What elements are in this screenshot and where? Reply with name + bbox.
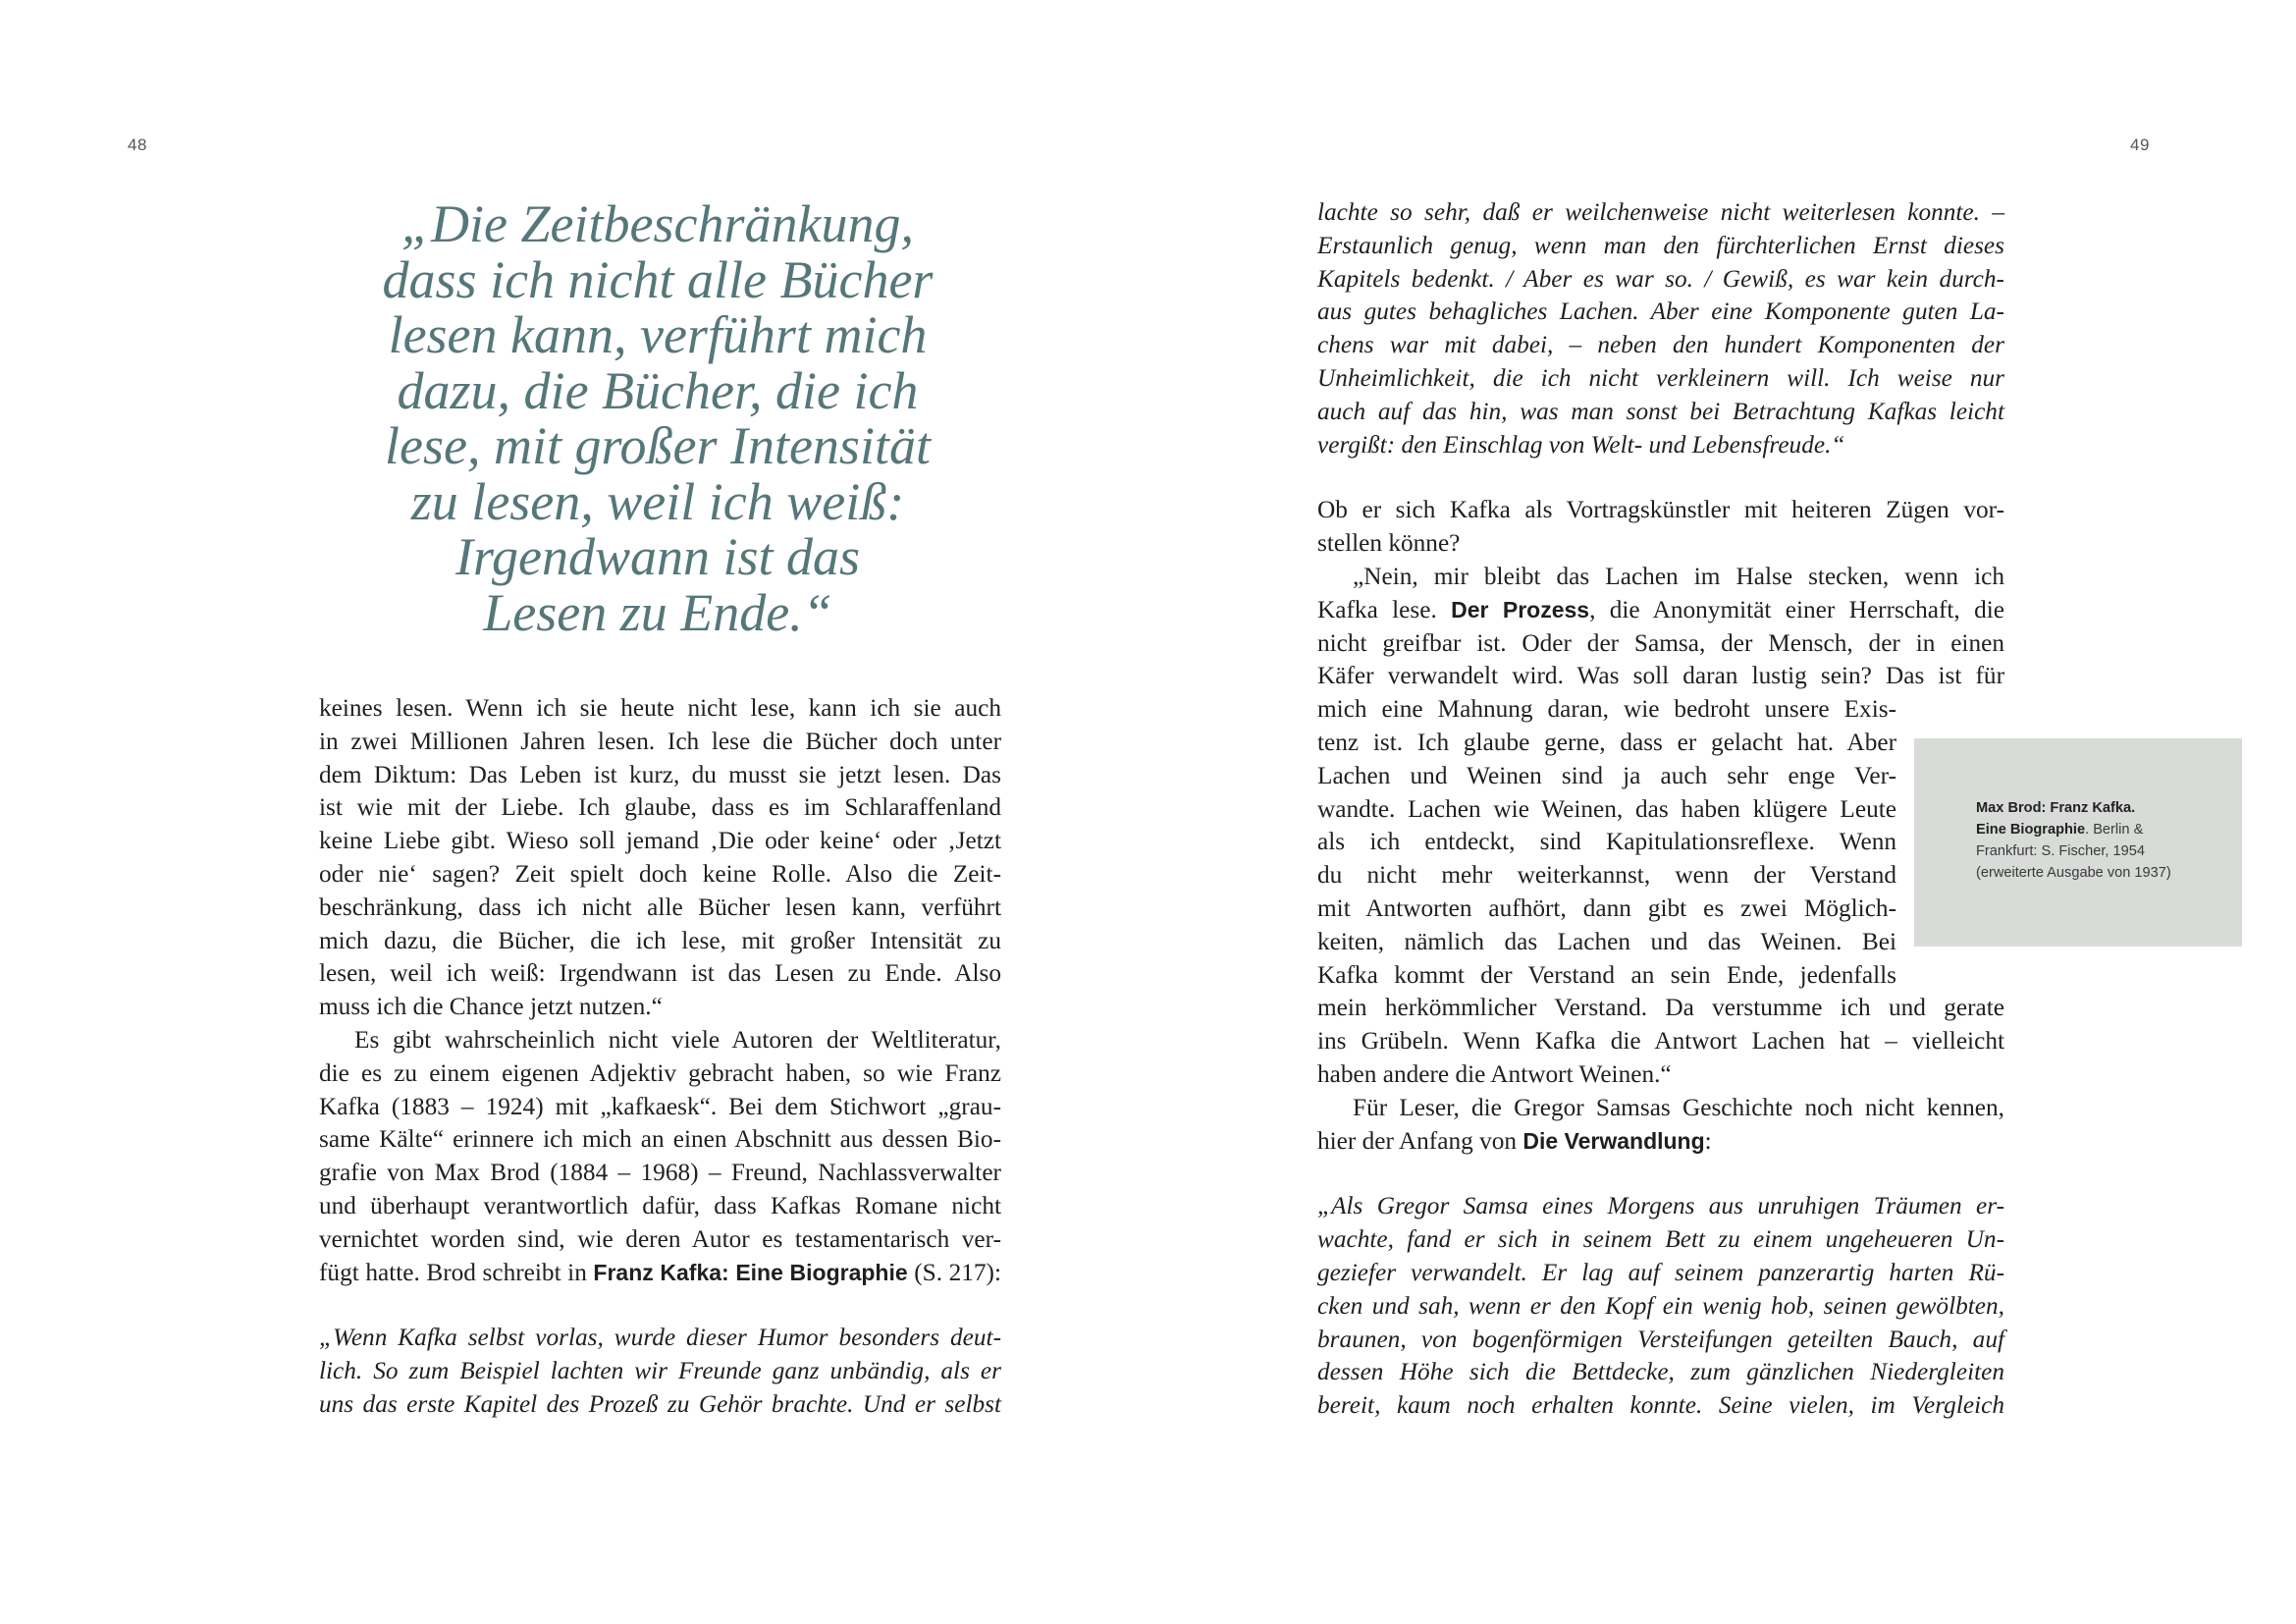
quote-line: uns das erste Kapitel des Prozeß zu Gehör brachte. Und er selbst xyxy=(319,1389,1001,1418)
body-line: oder nie‘ sagen? Zeit spielt doch keine Rolle. Also die Zeit- xyxy=(319,859,1001,888)
quote-line: „Wenn Kafka selbst vorlas, wurde dieser Humor besonders deut- xyxy=(319,1324,1001,1352)
body-line: Käfer verwandelt wird. Was soll daran lustig sein? Das ist für xyxy=(1317,662,2004,690)
body-line: Lachen und Weinen sind ja auch sehr enge Ver- xyxy=(1317,761,1896,789)
book-title: Franz Kafka: Eine Biographie xyxy=(593,1259,908,1285)
quote-line: Unheimlichkeit, die ich nicht verkleinern will. Ich weise nur xyxy=(1317,363,2004,392)
body-line: beschränkung, dass ich nicht alle Bücher lesen kann, verführt xyxy=(319,893,1001,921)
body-line: die es zu einem eigenen Adjektiv gebracht haben, so wie Franz xyxy=(319,1058,1001,1087)
pull-quote-line: Irgendwann ist das xyxy=(454,527,860,586)
quote-line: wachte, fand er sich in seinem Bett zu einem ungeheueren Un- xyxy=(1317,1225,2004,1254)
quote-line: „Als Gregor Samsa eines Morgens aus unruhigen Träumen er- xyxy=(1317,1192,2004,1220)
quote-line: aus gutes behagliches Lachen. Aber eine Komponente guten La- xyxy=(1317,298,2004,326)
body-text: (S. 217): xyxy=(907,1258,1001,1286)
pull-quote-line: lese, mit großer Intensität xyxy=(385,416,931,475)
body-line: du nicht mehr weiterkannst, wenn der Verstand xyxy=(1317,861,1896,890)
body-line: ist wie mit der Liebe. Ich glaube, dass es im Schlaraffenland xyxy=(319,793,1001,822)
body-line: dem Diktum: Das Leben ist kurz, du musst sie jetzt lesen. Das xyxy=(319,760,1001,788)
pull-quote-line: zu lesen, weil ich weiß: xyxy=(410,471,905,531)
body-line: muss ich die Chance jetzt nutzen.“ xyxy=(319,993,663,1021)
body-line: same Kälte“ erinnere ich mich an einen Abschnitt aus dessen Bio- xyxy=(319,1125,1001,1154)
page-number-right: 49 xyxy=(2130,135,2150,154)
body-line: keine Liebe gibt. Wieso soll jemand ‚Die oder keine‘ oder ‚Jetzt xyxy=(319,827,1001,855)
body-line: keines lesen. Wenn ich sie heute nicht lese, kann ich sie auch xyxy=(319,694,1001,722)
right-text-column xyxy=(1317,196,2004,1423)
body-line: als ich entdeckt, sind Kapitulationsreflexe. Wenn xyxy=(1317,828,1896,856)
body-line xyxy=(1317,594,2004,627)
pull-quote-line: dass ich nicht alle Bücher xyxy=(382,249,934,309)
body-line: Kafka kommt der Verstand an sein Ende, jedenfalls xyxy=(1317,960,1896,989)
sidebox-title: Eine Biographie xyxy=(1976,822,2086,838)
body-text: hier der Anfang von xyxy=(1317,1126,1523,1155)
quote-line: auch auf das hin, was man sonst bei Betrachtung Kafkas leicht xyxy=(1317,397,2004,425)
body-line: mit Antworten aufhört, dann gibt es zwei Möglich- xyxy=(1317,893,1896,922)
body-line xyxy=(319,1257,1001,1290)
body-line: wandte. Lachen wie Weinen, das haben klügere Leute xyxy=(1317,794,1896,823)
body-text: Kafka lese. xyxy=(1317,595,1452,623)
sidebox-title: Max Brod: Franz Kafka. xyxy=(1976,800,2136,816)
body-line: mich dazu, die Bücher, die ich lese, mit großer Intensität zu xyxy=(319,926,1001,954)
quote-line: braunen, von bogenförmigen Versteifungen geteilten Bauch, auf xyxy=(1317,1325,2004,1353)
body-line: tenz ist. Ich glaube gerne, dass er gelacht hat. Aber xyxy=(1317,728,1896,756)
pull-quote-line: dazu, die Bücher, die ich xyxy=(397,360,919,420)
quote-line: chens war mit dabei, – neben den hundert Komponenten der xyxy=(1317,331,2004,359)
left-text-column xyxy=(319,692,1001,1422)
body-line: stellen könne? xyxy=(1317,529,1461,558)
body-text: , die Anonymität einer Herrschaft, die xyxy=(1589,595,2004,623)
pull-quote-line: lesen kann, verführt mich xyxy=(388,305,928,364)
sidebox-line: Frankfurt: S. Fischer, 1954 xyxy=(1976,843,2145,859)
sidebox-line xyxy=(1976,819,2222,840)
body-line: nicht greifbar ist. Oder der Samsa, der Mensch, der in einen xyxy=(1317,628,2004,657)
quote-line: dessen Höhe sich die Bettdecke, zum gänzlichen Niedergleiten xyxy=(1317,1358,2004,1386)
reference-sidebox xyxy=(1914,738,2242,947)
quote-line: bereit, kaum noch erhalten konnte. Seine vielen, im Vergleich xyxy=(1317,1391,2004,1420)
quote-line: Kapitels bedenkt. / Aber es war so. / Gewiß, es war kein durch- xyxy=(1317,264,2004,293)
pull-quote-line: Lesen zu Ende.“ xyxy=(483,582,832,642)
body-text: fügt hatte. Brod schreibt in xyxy=(319,1258,587,1286)
body-line: in zwei Millionen Jahren lesen. Ich lese die Bücher doch unter xyxy=(319,727,1001,755)
body-line: und überhaupt verantwortlich dafür, dass Kafkas Romane nicht xyxy=(319,1191,1001,1219)
book-title: Der Prozess xyxy=(1451,596,1590,623)
quote-line: Erstaunlich genug, wenn man den fürchterlichen Ernst dieses xyxy=(1317,231,2004,259)
body-line: grafie von Max Brod (1884 – 1968) – Freund, Nachlassverwalter xyxy=(319,1159,1001,1187)
body-line xyxy=(1317,1125,2004,1159)
body-line: Für Leser, die Gregor Samsas Geschichte noch nicht kennen, xyxy=(1353,1093,2004,1121)
body-line: Kafka (1883 – 1924) mit „kafkaesk“. Bei dem Stichwort „grau- xyxy=(319,1092,1001,1120)
sidebox-text: . Berlin & xyxy=(2085,822,2144,838)
quote-line: lich. So zum Beispiel lachten wir Freunde ganz unbändig, als er xyxy=(319,1357,1001,1385)
body-line: keiten, nämlich das Lachen und das Weinen. Bei xyxy=(1317,927,1896,955)
body-line: Ob er sich Kafka als Vortragskünstler mit heiteren Zügen vor- xyxy=(1317,496,2004,524)
body-line: Es gibt wahrscheinlich nicht viele Autoren der Weltliteratur, xyxy=(354,1025,1001,1054)
quote-line: vergißt: den Einschlag von Welt- und Lebensfreude.“ xyxy=(1317,430,1845,459)
pull-quote xyxy=(324,196,991,640)
body-line: mein herkömmlicher Verstand. Da verstumme ich und gerate xyxy=(1317,994,2004,1022)
book-title: Die Verwandlung xyxy=(1522,1127,1705,1154)
pull-quote-line: „Die Zeitbeschränkung, xyxy=(401,194,914,253)
body-line: ins Grübeln. Wenn Kafka die Antwort Lachen hat – vielleicht xyxy=(1317,1027,2004,1056)
quote-line: lachte so sehr, daß er weilchenweise nicht weiterlesen konnte. – xyxy=(1317,198,2004,226)
page-number-left: 48 xyxy=(128,135,147,154)
body-line: „Nein, mir bleibt das Lachen im Halse stecken, wenn ich xyxy=(1353,562,2004,590)
body-line: haben andere die Antwort Weinen.“ xyxy=(1317,1059,1672,1088)
quote-line: geziefer verwandelt. Er lag auf seinem panzerartig harten Rü- xyxy=(1317,1258,2004,1286)
sidebox-line: (erweiterte Ausgabe von 1937) xyxy=(1976,865,2171,881)
body-line: mich eine Mahnung daran, wie bedroht unsere Exis- xyxy=(1317,695,1896,724)
body-text: : xyxy=(1704,1126,1712,1155)
body-line: lesen, weil ich weiß: Irgendwann ist das Lesen zu Ende. Also xyxy=(319,959,1001,988)
quote-line: cken und sah, wenn er den Kopf ein wenig hob, seinen gewölbten, xyxy=(1317,1291,2004,1320)
body-line: vernichtet worden sind, wie deren Autor es testamentarisch ver- xyxy=(319,1224,1001,1253)
